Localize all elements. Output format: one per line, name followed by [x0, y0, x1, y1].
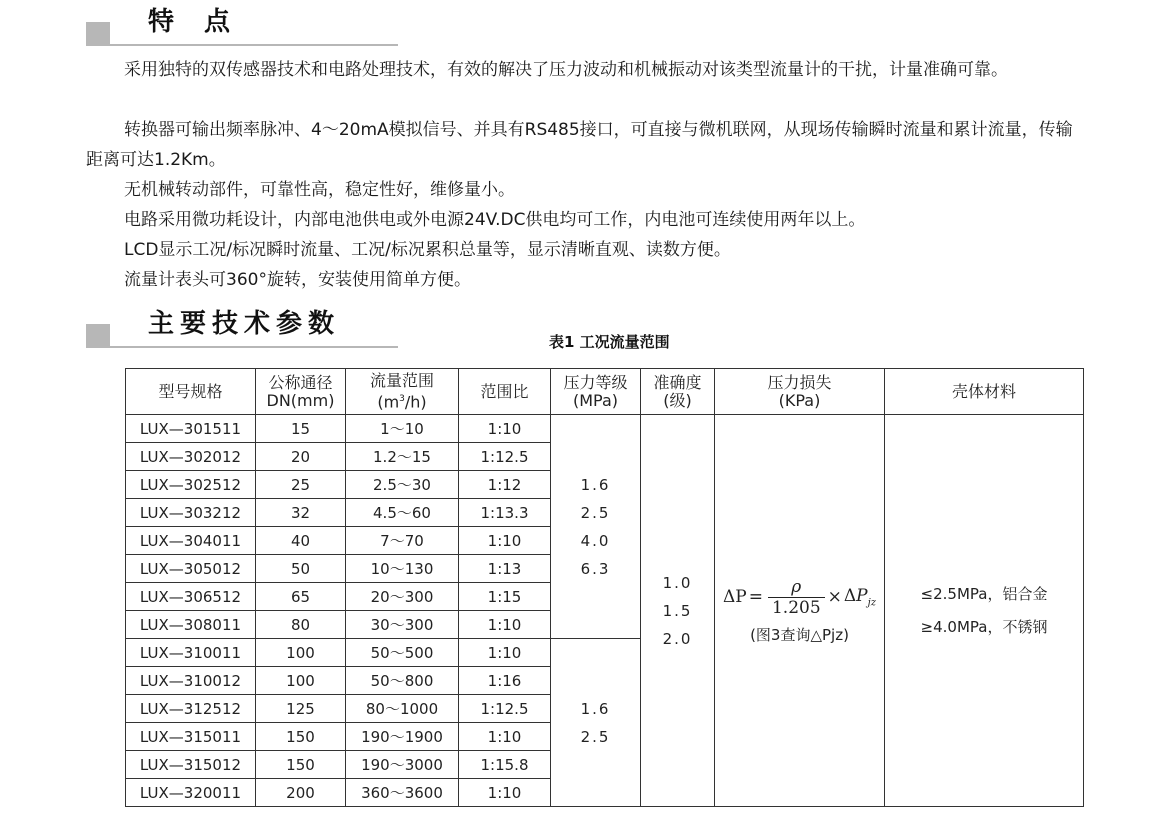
pressure-value: 1.6	[580, 699, 611, 718]
header-pressure-rating: 压力等级 (MPa)	[551, 369, 641, 415]
table-row	[126, 415, 1084, 443]
cell-model: LUX—315012	[126, 751, 256, 779]
cell-flow-range: 1.2～15	[346, 443, 459, 471]
cell-pressure-group-1	[551, 415, 641, 639]
cell-flow-range: 2.5～30	[346, 471, 459, 499]
cell-range-ratio: 1:10	[459, 723, 551, 751]
cell-flow-range: 190～1900	[346, 723, 459, 751]
cell-range-ratio: 1:10	[459, 639, 551, 667]
feature-paragraph-3: 无机械转动部件，可靠性高，稳定性好，维修量小。	[124, 180, 515, 200]
cell-range-ratio: 1:16	[459, 667, 551, 695]
accuracy-value: 2.0	[662, 629, 693, 648]
cell-model: LUX—302012	[126, 443, 256, 471]
cell-model: LUX—305012	[126, 555, 256, 583]
cell-model: LUX—310011	[126, 639, 256, 667]
cell-model: LUX—303212	[126, 499, 256, 527]
cell-range-ratio: 1:10	[459, 527, 551, 555]
features-title: 特点	[148, 7, 261, 37]
cell-model: LUX—308011	[126, 611, 256, 639]
params-heading	[86, 302, 398, 348]
pressure-loss-formula: ΔP = $\frac{\rho}{1.205}$ × $\Delta P_{jz}$	[723, 576, 876, 618]
features-heading	[86, 0, 398, 46]
cell-range-ratio: 1:15.8	[459, 751, 551, 779]
header-range-ratio: 范围比	[459, 369, 551, 415]
cell-flow-range: 1～10	[346, 415, 459, 443]
pressure-value: 4.0	[580, 531, 611, 550]
table-caption: 表1 工况流量范围	[549, 333, 670, 351]
heading-marker-square	[86, 22, 110, 44]
cell-dn: 65	[256, 583, 346, 611]
cell-dn: 25	[256, 471, 346, 499]
cell-flow-range: 80～1000	[346, 695, 459, 723]
cell-pressure-group-2	[551, 639, 641, 807]
cell-dn: 100	[256, 667, 346, 695]
cell-dn: 200	[256, 779, 346, 807]
cell-housing-material	[885, 415, 1084, 807]
cell-dn: 50	[256, 555, 346, 583]
cell-model: LUX—301511	[126, 415, 256, 443]
cell-dn: 100	[256, 639, 346, 667]
cell-flow-range: 360～3600	[346, 779, 459, 807]
header-pressure-loss: 压力损失 (KPa)	[715, 369, 885, 415]
table-header-row	[126, 369, 1084, 415]
cell-range-ratio: 1:13	[459, 555, 551, 583]
pressure-loss-note: (图3查询△Pjz)	[750, 625, 849, 644]
pressure-value: 2.5	[580, 727, 611, 746]
cell-model: LUX—320011	[126, 779, 256, 807]
cell-flow-range: 7～70	[346, 527, 459, 555]
cell-pressure-loss	[715, 415, 885, 807]
cell-dn: 15	[256, 415, 346, 443]
cell-range-ratio: 1:10	[459, 611, 551, 639]
material-line: ≤2.5MPa，铝合金	[920, 584, 1048, 603]
material-line: ≥4.0MPa，不锈钢	[920, 617, 1048, 636]
header-housing-material: 壳体材料	[885, 369, 1084, 415]
cell-range-ratio: 1:15	[459, 583, 551, 611]
cell-flow-range: 20～300	[346, 583, 459, 611]
feature-paragraph-5: LCD显示工况/标况瞬时流量、工况/标况累积总量等，显示清晰直观、读数方便。	[124, 240, 731, 260]
header-dn: 公称通径 DN(mm)	[256, 369, 346, 415]
cell-dn: 125	[256, 695, 346, 723]
cell-flow-range: 4.5～60	[346, 499, 459, 527]
feature-paragraph-1: 采用独特的双传感器技术和电路处理技术，有效的解决了压力波动和机械振动对该类型流量计的干扰，计量准确可靠。	[124, 60, 1008, 80]
cell-dn: 32	[256, 499, 346, 527]
cell-model: LUX—302512	[126, 471, 256, 499]
cell-range-ratio: 1:12	[459, 471, 551, 499]
accuracy-value: 1.0	[662, 573, 693, 592]
header-accuracy: 准确度 (级)	[641, 369, 715, 415]
params-title: 主要技术参数	[148, 309, 341, 339]
cell-range-ratio: 1:12.5	[459, 443, 551, 471]
cell-flow-range: 10～130	[346, 555, 459, 583]
heading-marker-square	[86, 324, 110, 346]
cell-flow-range: 190～3000	[346, 751, 459, 779]
cell-model: LUX—306512	[126, 583, 256, 611]
cell-dn: 40	[256, 527, 346, 555]
feature-paragraph-4: 电路采用微功耗设计，内部电池供电或外电源24V.DC供电均可工作，内电池可连续使用两年以上。	[124, 210, 866, 230]
cell-dn: 20	[256, 443, 346, 471]
cell-range-ratio: 1:13.3	[459, 499, 551, 527]
cell-model: LUX—304011	[126, 527, 256, 555]
header-model: 型号规格	[126, 369, 256, 415]
header-flow-range: 流量范围 $(m^3/h)$	[346, 369, 459, 415]
cell-dn: 150	[256, 751, 346, 779]
heading-underline	[86, 346, 398, 348]
pressure-value: 2.5	[580, 503, 611, 522]
cell-range-ratio: 1:10	[459, 415, 551, 443]
cell-range-ratio: 1:10	[459, 779, 551, 807]
cell-model: LUX—310012	[126, 667, 256, 695]
cell-flow-range: 50～500	[346, 639, 459, 667]
feature-paragraph-2: 转换器可输出频率脉冲、4～20mA模拟信号、并具有RS485接口，可直接与微机联网，从现场传输瞬时流量和累计流量，传输距离可达1.2Km。	[86, 120, 1073, 170]
heading-underline	[86, 44, 398, 46]
cell-flow-range: 50～800	[346, 667, 459, 695]
cell-model: LUX—315011	[126, 723, 256, 751]
cell-range-ratio: 1:12.5	[459, 695, 551, 723]
pressure-value: 1.6	[580, 475, 611, 494]
cell-dn: 80	[256, 611, 346, 639]
flow-range-table	[125, 368, 1084, 807]
cell-flow-range: 30～300	[346, 611, 459, 639]
cell-model: LUX—312512	[126, 695, 256, 723]
cell-accuracy	[641, 415, 715, 807]
accuracy-value: 1.5	[662, 601, 693, 620]
cell-dn: 150	[256, 723, 346, 751]
feature-paragraph-6: 流量计表头可360°旋转，安装使用简单方便。	[124, 270, 471, 290]
pressure-value: 6.3	[580, 559, 611, 578]
